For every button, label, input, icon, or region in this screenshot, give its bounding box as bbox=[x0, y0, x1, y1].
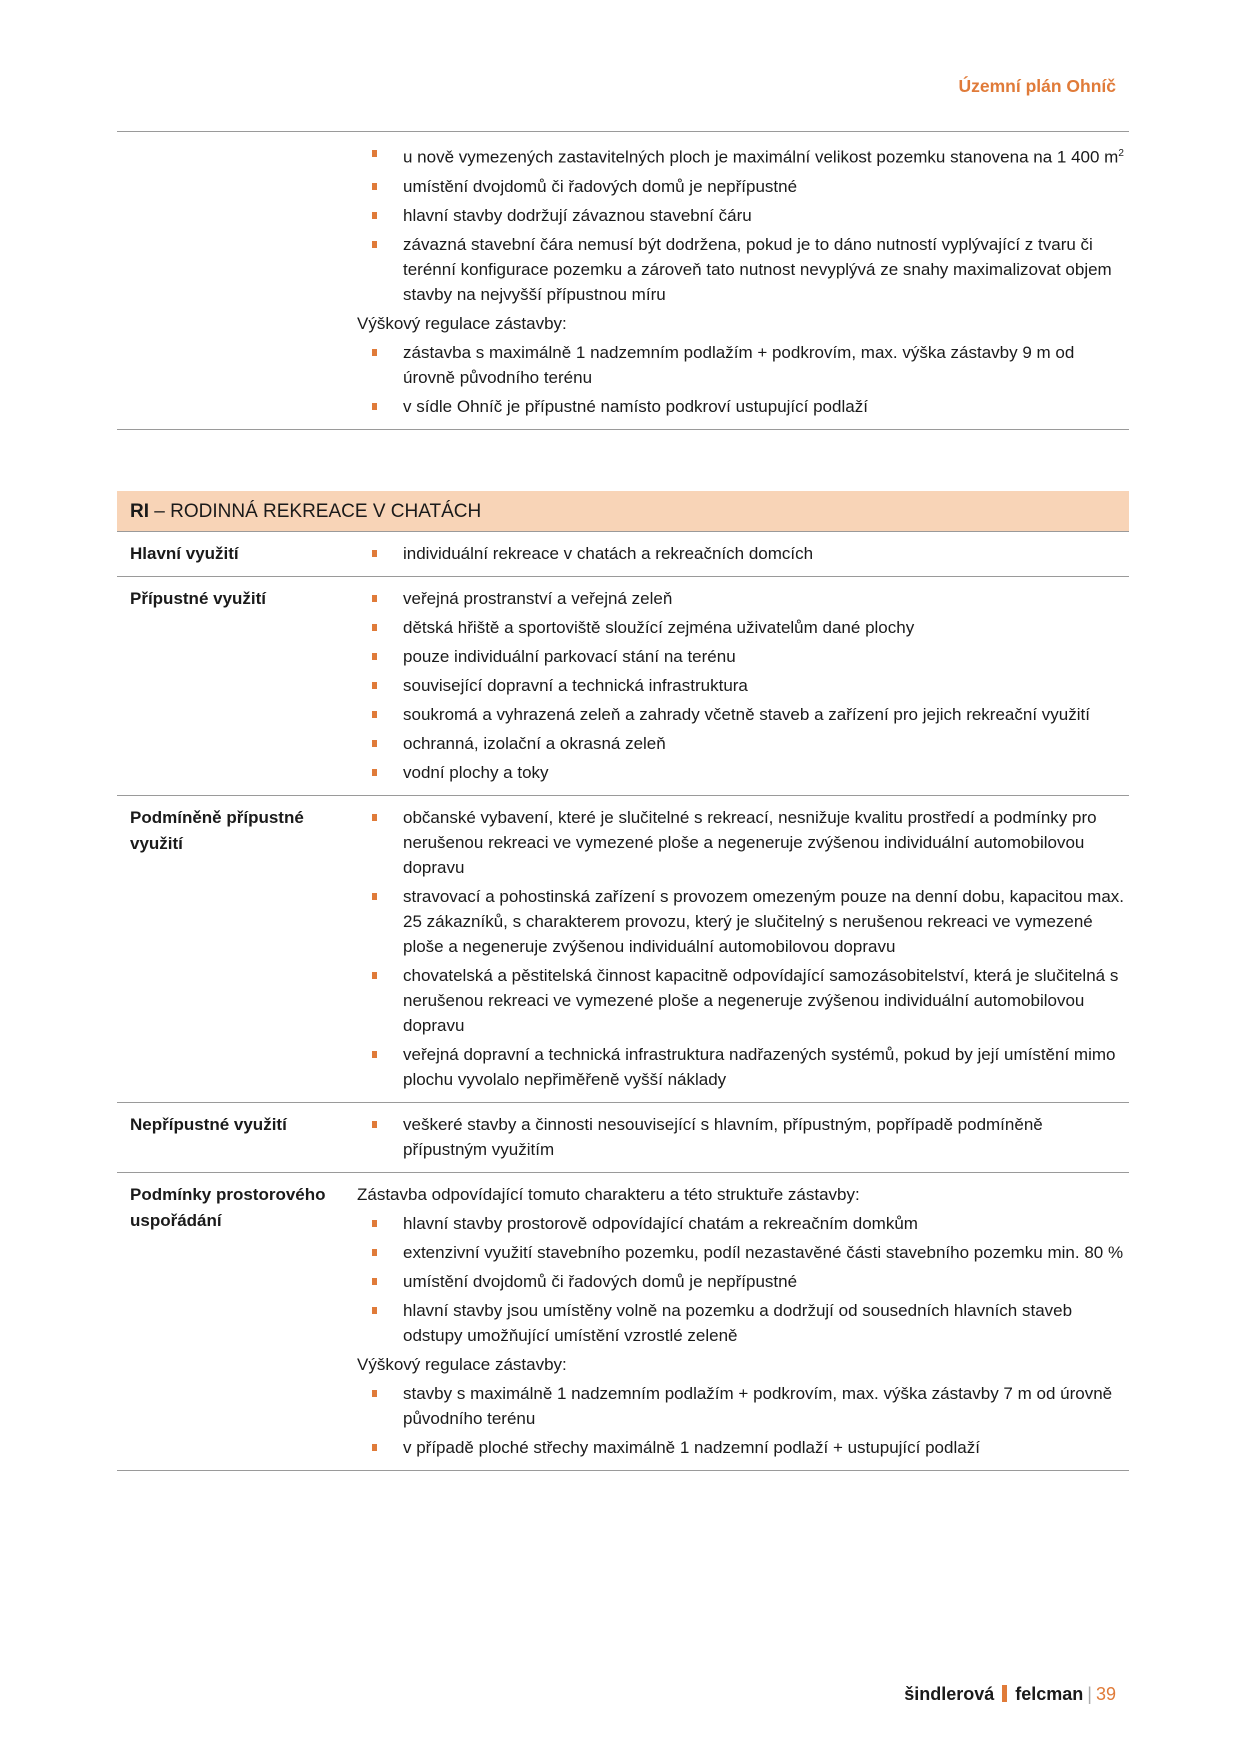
row-label: Podmíněně přípustné využití bbox=[130, 808, 304, 853]
section-title: – RODINNÁ REKREACE V CHATÁCH bbox=[149, 501, 482, 522]
list-item: občanské vybavení, které je slučitelné s rekreací, nesnižuje kvalitu prostředí a podmínky pro nerušenou rekreaci ve vymezené ploše a negeneruje zvýšenou individuální automobilovou dopravu bbox=[357, 805, 1129, 880]
bullet-icon bbox=[357, 1269, 403, 1294]
bullet-icon bbox=[357, 760, 403, 785]
bullet-icon bbox=[357, 673, 403, 698]
table-row-hlavni bbox=[117, 532, 1129, 577]
bullet-icon bbox=[357, 340, 403, 390]
row-label: Podmínky prostorového uspořádání bbox=[130, 1185, 326, 1230]
bullet-icon bbox=[357, 1042, 403, 1092]
list-item: pouze individuální parkovací stání na terénu bbox=[357, 644, 1129, 669]
list-item: v případě ploché střechy maximálně 1 nadzemní podlaží + ustupující podlaží bbox=[357, 1435, 1129, 1460]
list-item: související dopravní a technická infrastruktura bbox=[357, 673, 1129, 698]
divider: | bbox=[1087, 1684, 1092, 1704]
bullet-icon bbox=[357, 731, 403, 756]
bullet-icon bbox=[357, 232, 403, 307]
list-item: soukromá a vyhrazená zeleň a zahrady včetně staveb a zařízení pro jejich rekreační využití bbox=[357, 702, 1129, 727]
footer-author-right: felcman bbox=[1015, 1684, 1084, 1704]
height-regulation-label: Výškový regulace zástavby: bbox=[357, 1355, 567, 1374]
bullet-icon bbox=[357, 1240, 403, 1265]
page-footer bbox=[904, 1684, 1116, 1705]
list-item: dětská hřiště a sportoviště sloužící zejména uživatelům dané plochy bbox=[357, 615, 1129, 640]
bullet-icon bbox=[357, 174, 403, 199]
table-row bbox=[117, 131, 1129, 430]
list-item: u nově vymezených zastavitelných ploch je maximální velikost pozemku stanovena na 1 400 $m^2$ bbox=[357, 141, 1129, 170]
bullet-icon bbox=[357, 203, 403, 228]
bullet-icon bbox=[357, 1298, 403, 1348]
list-item: chovatelská a pěstitelská činnost kapacitně odpovídající samozásobitelství, která je slučitelná s nerušenou rekreaci ve vymezené ploše a negeneruje zvýšenou individuální automobilovou dopravu bbox=[357, 963, 1129, 1038]
row-label: Nepřípustné využití bbox=[130, 1115, 287, 1134]
section-heading bbox=[117, 491, 1129, 532]
page-number: 39 bbox=[1095, 1684, 1116, 1704]
list-item: hlavní stavby prostorově odpovídající chatám a rekreačním domkům bbox=[357, 1211, 1129, 1236]
row-label: Přípustné využití bbox=[130, 589, 267, 608]
bullet-icon bbox=[357, 141, 403, 170]
list-item: hlavní stavby jsou umístěny volně na pozemku a dodržují od sousedních hlavních staveb odstupy umožňující umístění vzrostlé zeleně bbox=[357, 1298, 1129, 1348]
list-item: umístění dvojdomů či řadových domů je nepřípustné bbox=[357, 174, 1129, 199]
list-item: veřejná dopravní a technická infrastruktura nadřazených systémů, pokud by její umístění mimo plochu vyvolalo nepřiměřeně vyšší náklady bbox=[357, 1042, 1129, 1092]
row-content bbox=[357, 138, 1129, 423]
list-item: ochranná, izolační a okrasná zeleň bbox=[357, 731, 1129, 756]
bullet-icon bbox=[357, 963, 403, 1038]
bullet-icon bbox=[357, 1211, 403, 1236]
list-item: veřejná prostranství a veřejná zeleň bbox=[357, 586, 1129, 611]
table-row-nepripustne bbox=[117, 1103, 1129, 1173]
bullet-icon bbox=[357, 1112, 403, 1162]
list-item: v sídle Ohníč je přípustné namísto podkroví ustupující podlaží bbox=[357, 394, 1129, 419]
list-item: veškeré stavby a činnosti nesouvisející s hlavním, přípustným, popřípadě podmíněně přípustným využitím bbox=[357, 1112, 1129, 1162]
ri-section-table bbox=[117, 491, 1129, 1471]
row-label: Hlavní využití bbox=[130, 544, 239, 563]
list-item: zástavba s maximálně 1 nadzemním podlažím + podkrovím, max. výška zástavby 9 m od úrovně původního terénu bbox=[357, 340, 1129, 390]
table-row-pripustne bbox=[117, 577, 1129, 796]
bullet-icon bbox=[357, 615, 403, 640]
bullet-icon bbox=[357, 805, 403, 880]
bullet-icon bbox=[357, 702, 403, 727]
section-code: RI bbox=[130, 501, 149, 522]
bullet-icon bbox=[357, 1435, 403, 1460]
intro-text: Zástavba odpovídající tomuto charakteru a této struktuře zástavby: bbox=[357, 1185, 860, 1204]
list-item: extenzivní využití stavebního pozemku, podíl nezastavěné části stavebního pozemku min. 80 % bbox=[357, 1240, 1129, 1265]
list-item: umístění dvojdomů či řadových domů je nepřípustné bbox=[357, 1269, 1129, 1294]
list-item: stavby s maximálně 1 nadzemním podlažím + podkrovím, max. výška zástavby 7 m od úrovně původního terénu bbox=[357, 1381, 1129, 1431]
list-item: stravovací a pohostinská zařízení s provozem omezeným pouze na denní dobu, kapacitou max. 25 zákazníků, s charakterem provozu, který je slučitelný s nerušenou rekreaci ve vymezené ploše a negeneruje zvýšenou individuální automobilovou dopravu bbox=[357, 884, 1129, 959]
table-row-podminene bbox=[117, 796, 1129, 1103]
list-item: závazná stavební čára nemusí být dodržena, pokud je to dáno nutností vyplývající z tvaru či terénní konfigurace pozemku a zároveň tato nutnost nevyplývá ze snahy maximalizovat objem stavby na nejvyšší přípustnou míru bbox=[357, 232, 1129, 307]
list-item: vodní plochy a toky bbox=[357, 760, 1129, 785]
bullet-icon bbox=[357, 586, 403, 611]
bullet-icon bbox=[357, 1381, 403, 1431]
continuation-table bbox=[117, 131, 1129, 430]
list-item: individuální rekreace v chatách a rekreačních domcích bbox=[357, 541, 1129, 566]
row-label-empty bbox=[117, 138, 357, 423]
document-header-title: Územní plán Ohníč bbox=[958, 76, 1116, 96]
bullet-icon bbox=[357, 884, 403, 959]
table-row-podminky bbox=[117, 1173, 1129, 1471]
separator-bar-icon bbox=[1002, 1685, 1007, 1702]
bullet-icon bbox=[357, 644, 403, 669]
bullet-icon bbox=[357, 541, 403, 566]
list-item: hlavní stavby dodržují závaznou stavební čáru bbox=[357, 203, 1129, 228]
footer-author-left: šindlerová bbox=[904, 1684, 995, 1704]
height-regulation-label: Výškový regulace zástavby: bbox=[357, 313, 567, 333]
bullet-icon bbox=[357, 394, 403, 419]
